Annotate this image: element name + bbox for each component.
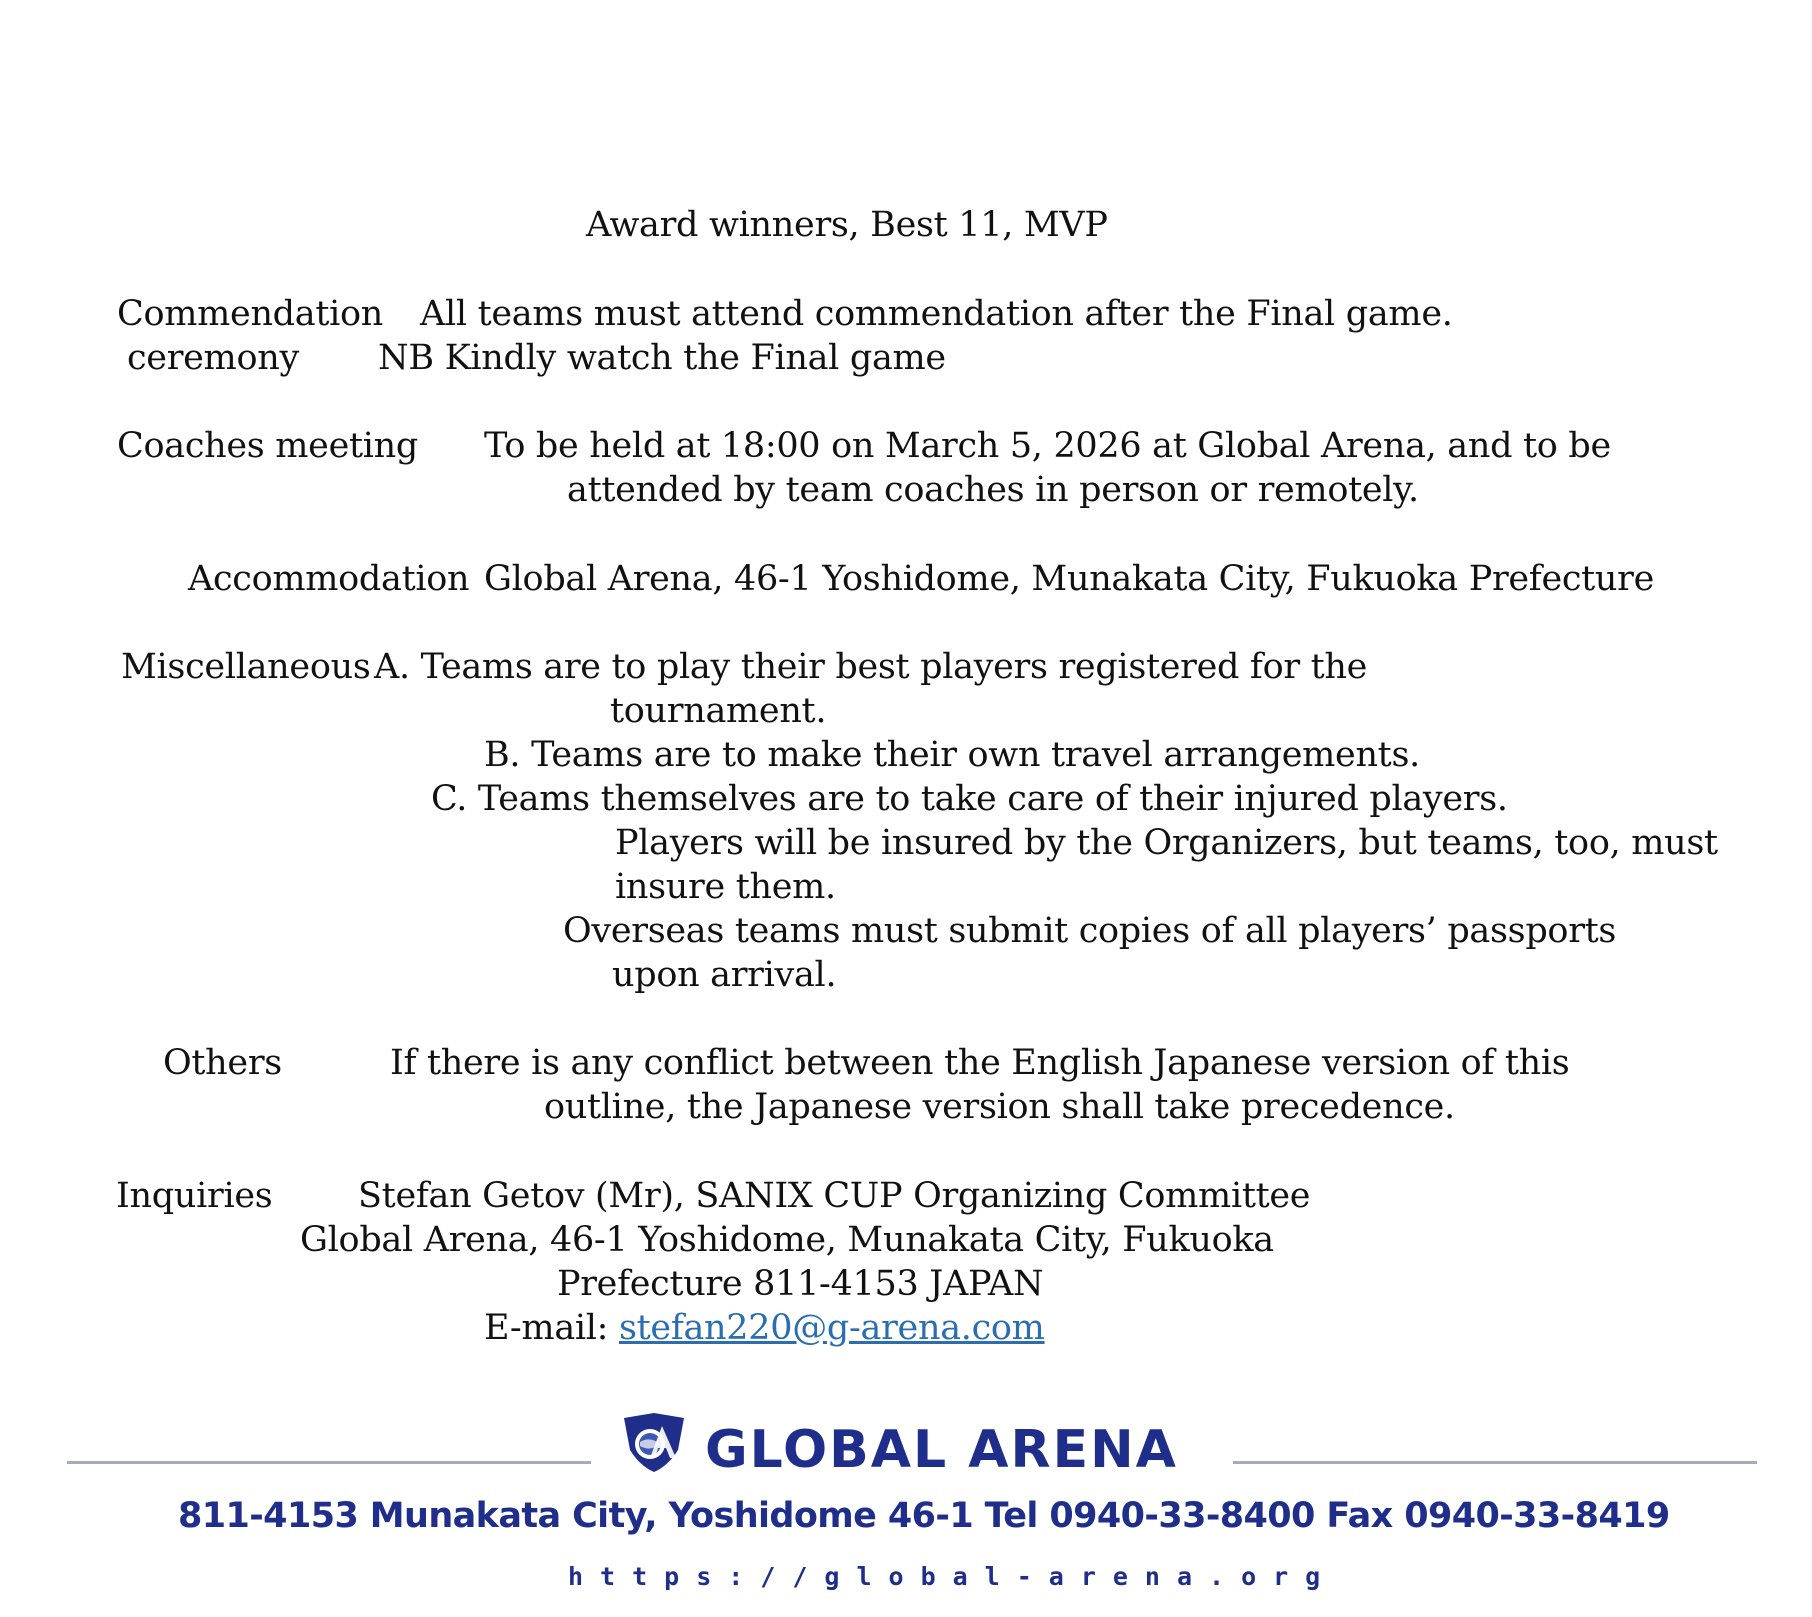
inquiries-line-1: Stefan Getov (Mr), SANIX CUP Organizing Committee — [358, 1176, 1311, 1216]
misc-item-c-3: insure them. — [615, 867, 836, 907]
others-text-1: If there is any conflict between the English Japanese version of this — [390, 1043, 1570, 1083]
accommodation-text: Global Arena, 46-1 Yoshidome, Munakata City, Fukuoka Prefecture — [484, 559, 1655, 599]
global-arena-logo-icon — [620, 1412, 688, 1474]
coaches-meeting-text-1: To be held at 18:00 on March 5, 2026 at Global Arena, and to be — [484, 426, 1611, 466]
misc-item-c-2: Players will be insured by the Organizers, but teams, too, must — [615, 823, 1718, 863]
others-label: Others — [163, 1043, 282, 1083]
awards-line: Award winners, Best 11, MVP — [586, 205, 1108, 245]
inquiries-line-2: Global Arena, 46-1 Yoshidome, Munakata City, Fukuoka — [300, 1220, 1274, 1260]
footer-divider-right — [1233, 1461, 1757, 1464]
misc-item-a-2: tournament. — [610, 691, 827, 731]
misc-item-c-5: upon arrival. — [612, 955, 837, 995]
coaches-meeting-text-2: attended by team coaches in person or remotely. — [567, 470, 1419, 510]
commendation-text-2: NB Kindly watch the Final game — [378, 338, 946, 378]
footer-divider-left — [67, 1461, 591, 1464]
inquiries-line-3: Prefecture 811-4153 JAPAN — [557, 1264, 1044, 1304]
email-label: E-mail: — [484, 1308, 619, 1348]
email-link[interactable]: stefan220@g-arena.com — [619, 1308, 1045, 1348]
commendation-label-2: ceremony — [127, 338, 299, 378]
accommodation-label: Accommodation — [188, 559, 470, 599]
misc-item-b: B. Teams are to make their own travel arrangements. — [484, 735, 1420, 775]
others-text-2: outline, the Japanese version shall take precedence. — [544, 1087, 1455, 1127]
coaches-meeting-label: Coaches meeting — [117, 426, 418, 466]
misc-item-c-4: Overseas teams must submit copies of all players’ passports — [563, 911, 1617, 951]
inquiries-label: Inquiries — [116, 1176, 273, 1216]
inquiries-email-row — [484, 1306, 1045, 1350]
global-arena-brand: GLOBAL ARENA — [705, 1420, 1178, 1480]
footer-url[interactable]: https://global-arena.org — [568, 1562, 1338, 1591]
misc-item-a-1: A. Teams are to play their best players registered for the — [374, 647, 1368, 687]
commendation-text-1: All teams must attend commendation after the Final game. — [420, 294, 1453, 334]
commendation-label: Commendation — [117, 294, 384, 334]
misc-item-c-1: C. Teams themselves are to take care of their injured players. — [431, 779, 1508, 819]
miscellaneous-label: Miscellaneous — [121, 647, 371, 687]
footer-contact: 811-4153 Munakata City, Yoshidome 46-1 Tel 0940-33-8400 Fax 0940-33-8419 — [178, 1496, 1670, 1536]
